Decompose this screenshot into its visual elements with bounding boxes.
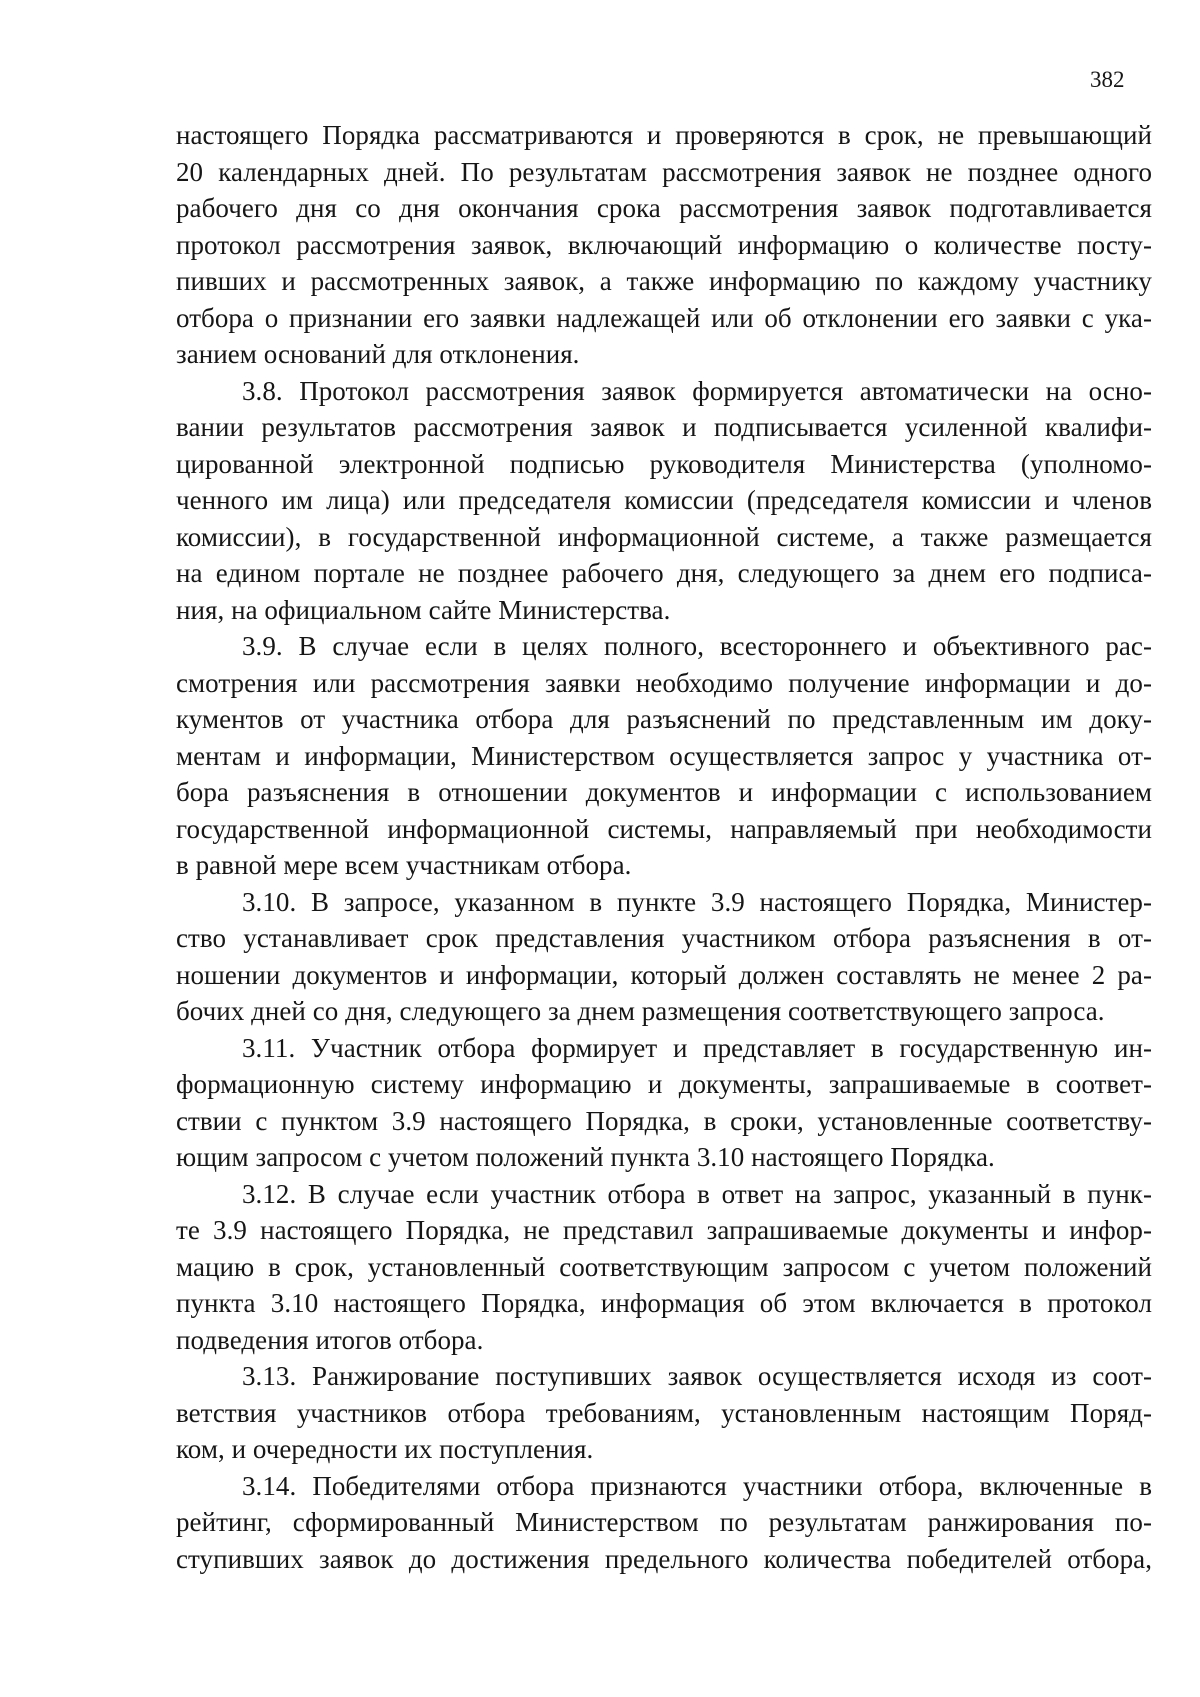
text-line: ченного им лица) или председателя комиссии (председателя комиссии и членов — [176, 485, 1152, 515]
text-line: ношении документов и информации, который должен составлять не менее 2 ра- — [176, 959, 1152, 990]
text-line: ком, и очередности их поступления. — [176, 1434, 594, 1464]
text-line: ветствия участников отбора требованиям, установленным настоящим Поряд- — [176, 1397, 1152, 1428]
text-line: бочих дней со дня, следующего за днем размещения соответствующего запроса. — [176, 996, 1105, 1026]
text-line: 3.11. Участник отбора формирует и представляет в государственную ин- — [242, 1032, 1152, 1063]
text-line: подведения итогов отбора. — [176, 1324, 484, 1355]
text-line: вании результатов рассмотрения заявок и подписывается усиленной квалифи- — [176, 412, 1152, 442]
text-line: в равной мере всем участникам отбора. — [176, 850, 632, 880]
paragraph-3-11 — [176, 1030, 1152, 1176]
text-line: пункта 3.10 настоящего Порядка, информация об этом включается в протокол — [176, 1288, 1152, 1318]
text-line: настоящего Порядка рассматриваются и проверяются в срок, не превышающий — [176, 120, 1152, 150]
text-line: рабочего дня со дня окончания срока рассмотрения заявок подготавливается — [176, 193, 1152, 223]
text-line: формационную систему информацию и документы, запрашиваемые в соответ- — [176, 1069, 1152, 1099]
text-line: отбора о признании его заявки надлежащей или об отклонении его заявки с ука- — [176, 302, 1152, 333]
paragraph-3-12 — [176, 1176, 1152, 1359]
paragraph-3-9 — [176, 628, 1152, 884]
text-line: 3.14. Победителями отбора признаются участники отбора, включенные в — [242, 1470, 1152, 1501]
text-line: ствии с пунктом 3.9 настоящего Порядка, в сроки, установленные соответству- — [176, 1105, 1152, 1136]
text-line: 3.9. В случае если в целях полного, всестороннего и объективного рас- — [242, 631, 1152, 661]
text-line: ступивших заявок до достижения предельного количества победителей отбора, — [176, 1543, 1152, 1574]
paragraph-continuation — [176, 117, 1152, 373]
text-line: 3.10. В запросе, указанном в пункте 3.9 настоящего Порядка, Министер- — [242, 886, 1152, 917]
text-line: 3.13. Ранжирование поступивших заявок осуществляется исходя из соот- — [242, 1361, 1152, 1391]
text-line: на едином портале не позднее рабочего дня, следующего за днем его подписа- — [176, 558, 1152, 588]
text-line: рейтинг, сформированный Министерством по результатам ранжирования по- — [176, 1507, 1152, 1537]
text-line: цированной электронной подписью руководителя Министерства (уполномо- — [176, 448, 1152, 479]
text-line: 20 календарных дней. По результатам рассмотрения заявок не позднее одного — [176, 156, 1152, 187]
text-line: занием оснований для отклонения. — [176, 339, 580, 369]
text-line: те 3.9 настоящего Порядка, не представил запрашиваемые документы и инфор- — [176, 1215, 1152, 1245]
paragraph-3-14 — [176, 1468, 1152, 1578]
text-line: смотрения или рассмотрения заявки необходимо получение информации и до- — [176, 667, 1152, 698]
text-line: 3.12. В случае если участник отбора в ответ на запрос, указанный в пунк- — [242, 1178, 1152, 1209]
text-line: мацию в срок, установленный соответствующим запросом с учетом положений — [176, 1251, 1152, 1282]
text-line: ство устанавливает срок представления участником отбора разъяснения в от- — [176, 923, 1152, 953]
paragraph-3-8 — [176, 373, 1152, 629]
page-number: 382 — [1090, 67, 1125, 92]
text-line: протокол рассмотрения заявок, включающий информацию о количестве посту- — [176, 229, 1152, 260]
text-line: ния, на официальном сайте Министерства. — [176, 594, 671, 625]
document-body — [176, 117, 1152, 1577]
text-line: государственной информационной системы, направляемый при необходимости — [176, 813, 1152, 844]
text-line: ющим запросом с учетом положений пункта 3.10 настоящего Порядка. — [176, 1142, 995, 1172]
paragraph-3-13 — [176, 1358, 1152, 1468]
text-line: бора разъяснения в отношении документов и информации с использованием — [176, 777, 1152, 807]
text-line: ментам и информации, Министерством осуществляется запрос у участника от- — [176, 740, 1152, 771]
text-line: кументов от участника отбора для разъяснений по представленным им доку- — [176, 704, 1152, 734]
paragraph-3-10 — [176, 884, 1152, 1030]
text-line: комиссии), в государственной информационной системе, а также размещается — [176, 521, 1152, 552]
text-line: пивших и рассмотренных заявок, а также информацию по каждому участнику — [176, 266, 1152, 296]
text-line: 3.8. Протокол рассмотрения заявок формируется автоматически на осно- — [242, 375, 1152, 406]
